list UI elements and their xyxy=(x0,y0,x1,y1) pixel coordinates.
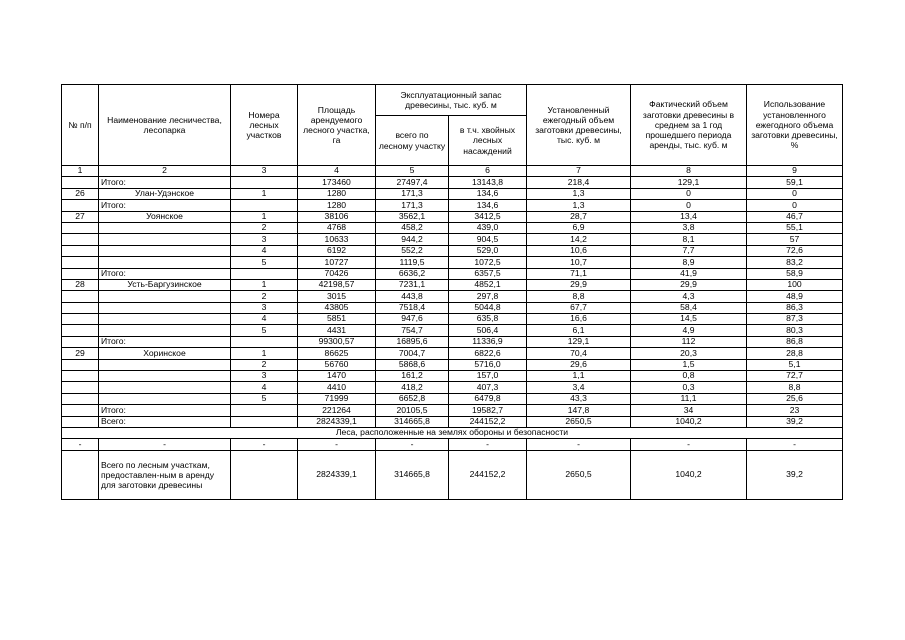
col-number: 8 xyxy=(631,166,747,177)
row-stock-total: 418,2 xyxy=(376,382,449,393)
row-num xyxy=(62,291,99,302)
row-usage: 39,2 xyxy=(747,416,843,427)
row-stock-conif: 134,6 xyxy=(449,188,527,199)
header-stock-group: Эксплуатационный запас древесины, тыс. куб. м xyxy=(376,85,527,116)
row-num xyxy=(62,359,99,370)
dash-cell: - xyxy=(527,439,631,450)
row-usage: 72,6 xyxy=(747,245,843,256)
row-name xyxy=(99,245,231,256)
row-actual: 8,9 xyxy=(631,257,747,268)
row-annual: 2650,5 xyxy=(527,416,631,427)
table-row xyxy=(62,200,843,211)
table-body xyxy=(62,166,843,428)
row-stock-conif: 1072,5 xyxy=(449,257,527,268)
grand-total-plots xyxy=(231,450,298,499)
row-annual: 70,4 xyxy=(527,348,631,359)
row-actual: 0,3 xyxy=(631,382,747,393)
row-actual: 13,4 xyxy=(631,211,747,222)
col-number: 5 xyxy=(376,166,449,177)
row-stock-conif: 6822,6 xyxy=(449,348,527,359)
row-actual: 29,9 xyxy=(631,279,747,290)
row-usage: 46,7 xyxy=(747,211,843,222)
row-plot: 1 xyxy=(231,348,298,359)
row-annual: 29,9 xyxy=(527,279,631,290)
row-annual: 28,7 xyxy=(527,211,631,222)
row-stock-total: 314665,8 xyxy=(376,416,449,427)
row-plot xyxy=(231,416,298,427)
row-usage: 48,9 xyxy=(747,291,843,302)
column-numbers-row xyxy=(62,166,843,177)
table-row xyxy=(62,177,843,188)
row-actual: 20,3 xyxy=(631,348,747,359)
row-annual: 10,6 xyxy=(527,245,631,256)
row-num xyxy=(62,302,99,313)
col-number: 3 xyxy=(231,166,298,177)
row-name xyxy=(99,325,231,336)
header-area: Площадь арендуемого лесного участка, га xyxy=(298,85,376,166)
row-name: Итого: xyxy=(99,405,231,416)
row-name: Хоринское xyxy=(99,348,231,359)
table-row xyxy=(62,302,843,313)
table-row xyxy=(62,268,843,279)
row-area: 5851 xyxy=(298,314,376,325)
row-stock-conif: 13143,8 xyxy=(449,177,527,188)
row-plot: 1 xyxy=(231,188,298,199)
row-stock-total: 7231,1 xyxy=(376,279,449,290)
row-usage: 23 xyxy=(747,405,843,416)
row-plot: 3 xyxy=(231,302,298,313)
row-usage: 57 xyxy=(747,234,843,245)
row-area: 38106 xyxy=(298,211,376,222)
row-stock-conif: 6479,8 xyxy=(449,393,527,404)
row-plot xyxy=(231,336,298,347)
dash-cell: - xyxy=(231,439,298,450)
row-stock-total: 171,3 xyxy=(376,188,449,199)
row-usage: 25,6 xyxy=(747,393,843,404)
col-number: 2 xyxy=(99,166,231,177)
row-area: 4768 xyxy=(298,222,376,233)
row-actual: 58,4 xyxy=(631,302,747,313)
row-stock-total: 7004,7 xyxy=(376,348,449,359)
row-name xyxy=(99,382,231,393)
row-stock-conif: 244152,2 xyxy=(449,416,527,427)
col-number: 1 xyxy=(62,166,99,177)
row-name: Итого: xyxy=(99,336,231,347)
dash-cell: - xyxy=(298,439,376,450)
row-area: 99300,57 xyxy=(298,336,376,347)
dash-row xyxy=(62,439,843,450)
row-area: 10727 xyxy=(298,257,376,268)
row-actual: 14,5 xyxy=(631,314,747,325)
row-actual: 112 xyxy=(631,336,747,347)
header-num: № п/п xyxy=(62,85,99,166)
row-num xyxy=(62,314,99,325)
table-row xyxy=(62,257,843,268)
row-stock-total: 1119,5 xyxy=(376,257,449,268)
row-stock-conif: 4852,1 xyxy=(449,279,527,290)
row-num xyxy=(62,177,99,188)
row-stock-conif: 3412,5 xyxy=(449,211,527,222)
row-stock-total: 552,2 xyxy=(376,245,449,256)
row-area: 70426 xyxy=(298,268,376,279)
row-usage: 8,8 xyxy=(747,382,843,393)
row-plot xyxy=(231,405,298,416)
row-name xyxy=(99,222,231,233)
row-annual: 1,3 xyxy=(527,188,631,199)
row-area: 1280 xyxy=(298,188,376,199)
row-actual: 0,8 xyxy=(631,371,747,382)
row-num xyxy=(62,393,99,404)
row-stock-total: 5868,6 xyxy=(376,359,449,370)
row-num xyxy=(62,382,99,393)
row-num xyxy=(62,268,99,279)
row-name: Итого: xyxy=(99,268,231,279)
dash-cell: - xyxy=(747,439,843,450)
grand-total-row xyxy=(62,450,843,499)
row-usage: 55,1 xyxy=(747,222,843,233)
table-row xyxy=(62,314,843,325)
row-stock-conif: 11336,9 xyxy=(449,336,527,347)
row-plot: 2 xyxy=(231,222,298,233)
row-actual: 41,9 xyxy=(631,268,747,279)
table-row xyxy=(62,211,843,222)
header-annual: Установленный ежегодный объем заготовки древесины, тыс. куб. м xyxy=(527,85,631,166)
row-stock-total: 944,2 xyxy=(376,234,449,245)
grand-total-num xyxy=(62,450,99,499)
row-stock-total: 947,6 xyxy=(376,314,449,325)
row-annual: 3,4 xyxy=(527,382,631,393)
row-stock-total: 6652,8 xyxy=(376,393,449,404)
table-header xyxy=(62,85,843,166)
table-row xyxy=(62,359,843,370)
row-plot: 5 xyxy=(231,325,298,336)
row-plot: 3 xyxy=(231,371,298,382)
table-row xyxy=(62,416,843,427)
table-row xyxy=(62,245,843,256)
col-number: 7 xyxy=(527,166,631,177)
row-plot xyxy=(231,177,298,188)
dash-cell: - xyxy=(449,439,527,450)
row-actual: 8,1 xyxy=(631,234,747,245)
row-usage: 100 xyxy=(747,279,843,290)
col-number: 4 xyxy=(298,166,376,177)
dash-cell: - xyxy=(99,439,231,450)
row-annual: 14,2 xyxy=(527,234,631,245)
row-stock-total: 6636,2 xyxy=(376,268,449,279)
row-annual: 71,1 xyxy=(527,268,631,279)
row-annual: 147,8 xyxy=(527,405,631,416)
header-usage: Использование установленного ежегодного объема заготовки древесины, % xyxy=(747,85,843,166)
row-num: 27 xyxy=(62,211,99,222)
row-stock-conif: 506,4 xyxy=(449,325,527,336)
header-name: Наименование лесничества, лесопарка xyxy=(99,85,231,166)
table-footer xyxy=(62,427,843,499)
table-row xyxy=(62,325,843,336)
row-area: 173460 xyxy=(298,177,376,188)
row-stock-conif: 5716,0 xyxy=(449,359,527,370)
row-area: 43805 xyxy=(298,302,376,313)
header-stock-conif: в т.ч. хвойных лесных насаждений xyxy=(449,116,527,166)
row-usage: 59,1 xyxy=(747,177,843,188)
row-stock-conif: 157,0 xyxy=(449,371,527,382)
row-num: 28 xyxy=(62,279,99,290)
row-num xyxy=(62,371,99,382)
row-num xyxy=(62,416,99,427)
row-area: 56760 xyxy=(298,359,376,370)
row-usage: 83,2 xyxy=(747,257,843,268)
row-area: 86625 xyxy=(298,348,376,359)
table-row xyxy=(62,405,843,416)
row-usage: 72,7 xyxy=(747,371,843,382)
row-plot xyxy=(231,200,298,211)
row-area: 1280 xyxy=(298,200,376,211)
row-actual: 1,5 xyxy=(631,359,747,370)
row-num xyxy=(62,405,99,416)
row-area: 3015 xyxy=(298,291,376,302)
row-annual: 218,4 xyxy=(527,177,631,188)
row-plot: 5 xyxy=(231,393,298,404)
row-name: Итого: xyxy=(99,177,231,188)
row-plot: 4 xyxy=(231,382,298,393)
table-row xyxy=(62,291,843,302)
row-area: 71999 xyxy=(298,393,376,404)
row-num: 26 xyxy=(62,188,99,199)
row-annual: 43,3 xyxy=(527,393,631,404)
header-plots: Номера лесных участков xyxy=(231,85,298,166)
row-stock-total: 27497,4 xyxy=(376,177,449,188)
table-row xyxy=(62,279,843,290)
header-actual: Фактический объем заготовки древесины в среднем за 1 год прошедшего периода аренды, тыс. куб. м xyxy=(631,85,747,166)
row-actual: 0 xyxy=(631,188,747,199)
dash-cell: - xyxy=(631,439,747,450)
row-stock-conif: 134,6 xyxy=(449,200,527,211)
row-usage: 28,8 xyxy=(747,348,843,359)
row-annual: 6,9 xyxy=(527,222,631,233)
row-plot xyxy=(231,268,298,279)
row-stock-conif: 529,0 xyxy=(449,245,527,256)
row-stock-conif: 6357,5 xyxy=(449,268,527,279)
row-area: 2824339,1 xyxy=(298,416,376,427)
row-plot: 4 xyxy=(231,314,298,325)
row-usage: 5,1 xyxy=(747,359,843,370)
row-name xyxy=(99,371,231,382)
row-stock-conif: 19582,7 xyxy=(449,405,527,416)
row-actual: 34 xyxy=(631,405,747,416)
row-annual: 16,6 xyxy=(527,314,631,325)
row-annual: 67,7 xyxy=(527,302,631,313)
row-plot: 2 xyxy=(231,359,298,370)
row-num xyxy=(62,245,99,256)
col-number: 9 xyxy=(747,166,843,177)
table-row xyxy=(62,371,843,382)
row-stock-total: 16895,6 xyxy=(376,336,449,347)
row-stock-total: 20105,5 xyxy=(376,405,449,416)
row-plot: 1 xyxy=(231,279,298,290)
row-name: Всего: xyxy=(99,416,231,427)
row-stock-conif: 904,5 xyxy=(449,234,527,245)
row-actual: 7,7 xyxy=(631,245,747,256)
row-actual: 0 xyxy=(631,200,747,211)
row-stock-total: 443,8 xyxy=(376,291,449,302)
row-num xyxy=(62,222,99,233)
row-name: Итого: xyxy=(99,200,231,211)
row-stock-conif: 635,8 xyxy=(449,314,527,325)
row-name xyxy=(99,302,231,313)
row-num xyxy=(62,336,99,347)
section-title: Леса, расположенные на землях обороны и безопасности xyxy=(62,427,843,438)
table-row xyxy=(62,336,843,347)
grand-total-area: 2824339,1 xyxy=(298,450,376,499)
row-usage: 86,3 xyxy=(747,302,843,313)
row-usage: 0 xyxy=(747,200,843,211)
row-plot: 5 xyxy=(231,257,298,268)
row-stock-total: 7518,4 xyxy=(376,302,449,313)
row-stock-conif: 5044,8 xyxy=(449,302,527,313)
row-name: Улан-Удэнское xyxy=(99,188,231,199)
row-annual: 1,1 xyxy=(527,371,631,382)
table-row xyxy=(62,382,843,393)
row-stock-conif: 407,3 xyxy=(449,382,527,393)
lease-table xyxy=(61,84,843,500)
row-name xyxy=(99,257,231,268)
grand-total-usage: 39,2 xyxy=(747,450,843,499)
dash-cell: - xyxy=(376,439,449,450)
grand-total-stock-conif: 244152,2 xyxy=(449,450,527,499)
row-name xyxy=(99,314,231,325)
row-actual: 1040,2 xyxy=(631,416,747,427)
row-annual: 1,3 xyxy=(527,200,631,211)
row-name xyxy=(99,359,231,370)
row-stock-total: 161,2 xyxy=(376,371,449,382)
row-annual: 6,1 xyxy=(527,325,631,336)
header-stock-total: всего по лесному участку xyxy=(376,116,449,166)
row-plot: 2 xyxy=(231,291,298,302)
row-usage: 86,8 xyxy=(747,336,843,347)
row-name: Усть-Баргузинское xyxy=(99,279,231,290)
row-num: 29 xyxy=(62,348,99,359)
row-plot: 3 xyxy=(231,234,298,245)
row-plot: 4 xyxy=(231,245,298,256)
grand-total-actual: 1040,2 xyxy=(631,450,747,499)
row-name xyxy=(99,393,231,404)
section-title-row xyxy=(62,427,843,438)
row-actual: 4,3 xyxy=(631,291,747,302)
table-row xyxy=(62,188,843,199)
row-actual: 129,1 xyxy=(631,177,747,188)
row-num xyxy=(62,200,99,211)
row-actual: 4,9 xyxy=(631,325,747,336)
row-name xyxy=(99,291,231,302)
row-usage: 87,3 xyxy=(747,314,843,325)
row-num xyxy=(62,325,99,336)
row-area: 10633 xyxy=(298,234,376,245)
row-num xyxy=(62,234,99,245)
row-actual: 3,8 xyxy=(631,222,747,233)
row-stock-total: 171,3 xyxy=(376,200,449,211)
table-row xyxy=(62,234,843,245)
row-area: 4431 xyxy=(298,325,376,336)
row-stock-conif: 297,8 xyxy=(449,291,527,302)
row-area: 1470 xyxy=(298,371,376,382)
row-annual: 10,7 xyxy=(527,257,631,268)
row-usage: 80,3 xyxy=(747,325,843,336)
row-stock-conif: 439,0 xyxy=(449,222,527,233)
col-number: 6 xyxy=(449,166,527,177)
grand-total-annual: 2650,5 xyxy=(527,450,631,499)
row-annual: 29,6 xyxy=(527,359,631,370)
table-row xyxy=(62,222,843,233)
row-name xyxy=(99,234,231,245)
row-usage: 0 xyxy=(747,188,843,199)
grand-total-stock-total: 314665,8 xyxy=(376,450,449,499)
row-area: 221264 xyxy=(298,405,376,416)
row-actual: 11,1 xyxy=(631,393,747,404)
dash-cell: - xyxy=(62,439,99,450)
row-annual: 8,8 xyxy=(527,291,631,302)
row-area: 4410 xyxy=(298,382,376,393)
row-stock-total: 3562,1 xyxy=(376,211,449,222)
row-stock-total: 458,2 xyxy=(376,222,449,233)
grand-total-label: Всего по лесным участкам, предоставлен-ным в аренду для заготовки древесины xyxy=(99,450,231,499)
row-num xyxy=(62,257,99,268)
table-row xyxy=(62,348,843,359)
row-plot: 1 xyxy=(231,211,298,222)
row-usage: 58,9 xyxy=(747,268,843,279)
row-area: 42198,57 xyxy=(298,279,376,290)
table-row xyxy=(62,393,843,404)
row-stock-total: 754,7 xyxy=(376,325,449,336)
row-area: 6192 xyxy=(298,245,376,256)
row-annual: 129,1 xyxy=(527,336,631,347)
row-name: Уоянское xyxy=(99,211,231,222)
